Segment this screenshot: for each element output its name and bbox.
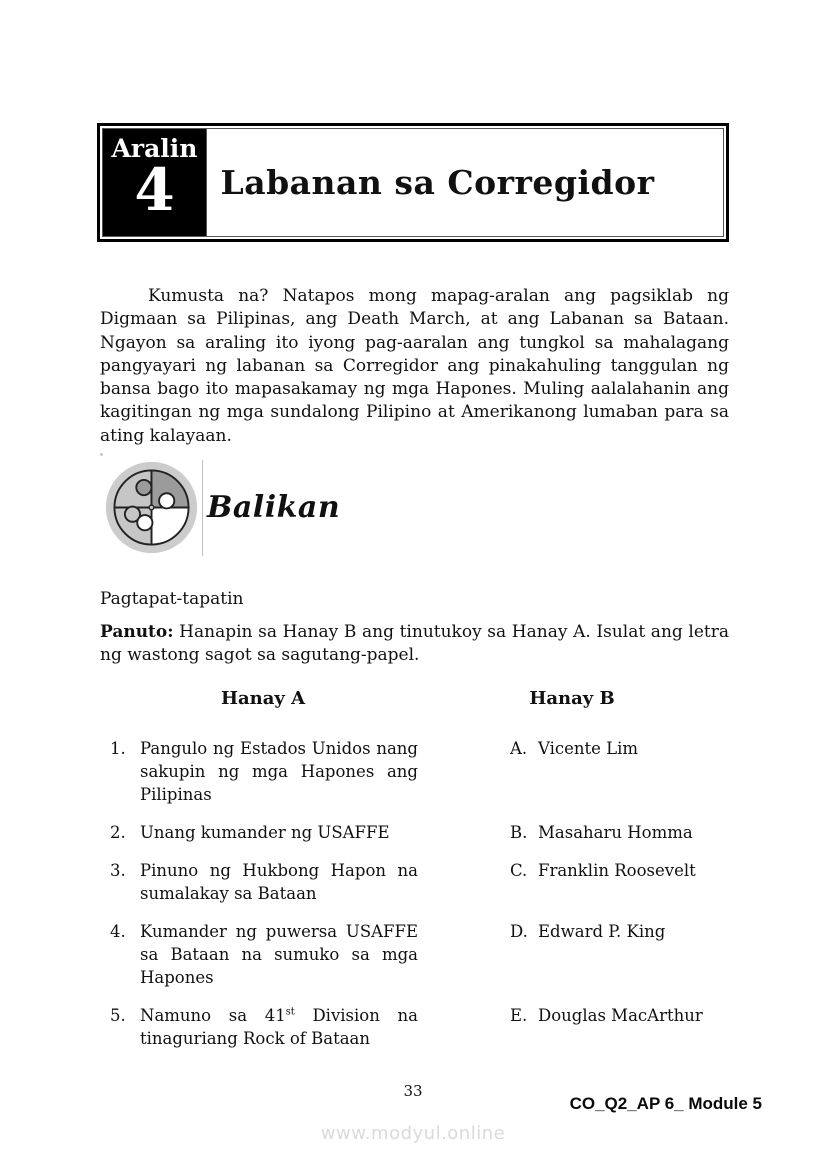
instructions: [100, 621, 729, 668]
item-number: 2.: [110, 823, 126, 842]
column-a-header: Hanay A: [220, 688, 306, 709]
lesson-header-inner: [102, 128, 724, 237]
column-a-item: Pinuno ng Hukbong Hapon na sumalakay sa Bataan: [140, 861, 418, 903]
lesson-header-frame: [97, 123, 729, 242]
ordinal-superscript: st: [285, 1006, 295, 1018]
lesson-title: Labanan sa Corregidor: [220, 163, 655, 202]
column-b-item: Masaharu Homma: [538, 823, 693, 842]
instructions-label: Panuto:: [100, 622, 174, 642]
item-number: 1.: [110, 739, 126, 758]
item-letter: C.: [510, 861, 528, 880]
section-title: Balikan: [207, 490, 341, 525]
column-a-item: Pangulo ng Estados Unidos nang sakupin ng mga Hapones ang Pilipinas: [140, 739, 418, 804]
match-row-1: [100, 737, 729, 806]
match-row-5: [100, 1004, 729, 1050]
section-divider-line: [202, 460, 203, 556]
item-letter: D.: [510, 922, 528, 941]
match-row-2: [100, 821, 729, 844]
lesson-number: 4: [134, 155, 175, 224]
item-number: 5.: [110, 1006, 126, 1025]
column-a-item: Unang kumander ng USAFFE: [140, 823, 390, 842]
match-rows: [100, 737, 729, 1050]
intro-paragraph: Kumusta na? Natapos mong mapag-aralan ang pagsiklab ng Digmaan sa Pilipinas, ang Death March, at ang Labanan sa Bataan. Ngayon sa araling ito iyong pag-aaralan ang tungkol sa mahalagang pangyayari ng labanan sa Corregidor ang pinakahuling tanggulan ng bansa bago ito mapasakamay ng mga Hapones. Muling aalalahanin ang kagitingan ng mga sundalong Pilipino at Amerikanong lumaban para sa ating kalayaan.: [100, 286, 729, 446]
item-number: 3.: [110, 861, 126, 880]
page-number: 33: [403, 1082, 423, 1100]
watermark: www.modyul.online: [320, 1123, 506, 1144]
column-b-item: Vicente Lim: [538, 739, 639, 758]
column-b-item: Franklin Roosevelt: [538, 861, 696, 880]
instructions-text: Hanapin sa Hanay B ang tinutukoy sa Hanay A. Isulat ang letra ng wastong sagot sa sagutang-papel.: [100, 622, 729, 666]
lesson-number-box: [103, 129, 207, 236]
column-a-item: [140, 1004, 418, 1050]
column-a-item: Kumander ng puwersa USAFFE sa Bataan na sumuko sa mga Hapones: [140, 922, 418, 987]
module-code: CO_Q2_AP 6_ Module 5: [569, 1094, 762, 1113]
column-b-item: Douglas MacArthur: [538, 1006, 703, 1025]
match-row-3: [100, 859, 729, 905]
item-letter: B.: [510, 823, 528, 842]
lesson-title-cell: [207, 129, 723, 236]
item-letter: A.: [510, 739, 528, 758]
item-text-after-sup: Division na tinaguriang Rock of Bataan: [140, 1006, 418, 1048]
puzzle-circle-icon: [104, 460, 199, 555]
item-number: 4.: [110, 922, 126, 941]
activity-type-label: Pagtapat-tapatin: [100, 589, 244, 609]
column-b-item: Edward P. King: [538, 922, 666, 941]
stray-speck: [100, 453, 103, 456]
matching-exercise: [100, 688, 729, 1065]
column-headers: [100, 688, 729, 711]
match-row-4: [100, 920, 729, 989]
item-letter: E.: [510, 1006, 528, 1025]
lesson-label: Aralin: [111, 134, 198, 163]
item-text-before-sup: Namuno sa 41: [140, 1006, 286, 1025]
column-b-header: Hanay B: [529, 688, 615, 709]
